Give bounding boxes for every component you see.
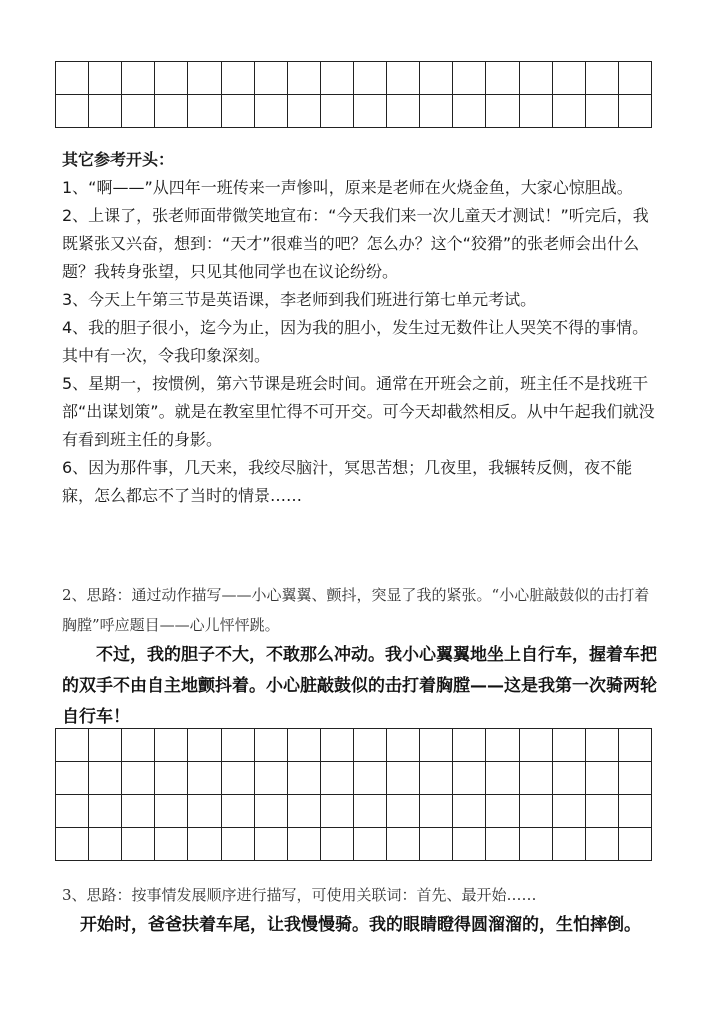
grid-cell — [89, 762, 122, 795]
grid-cell — [287, 95, 320, 128]
grid-cell — [420, 762, 453, 795]
grid-cell — [353, 795, 386, 828]
grid-row — [56, 795, 652, 828]
grid-cell — [56, 762, 89, 795]
grid-cell — [89, 62, 122, 95]
grid-row — [56, 762, 652, 795]
grid-cell — [420, 795, 453, 828]
grid-cell — [155, 762, 188, 795]
grid-cell — [221, 729, 254, 762]
grid-cell — [453, 729, 486, 762]
grid-cell — [353, 828, 386, 861]
grid-cell — [453, 795, 486, 828]
reference-item-2: 2、上课了，张老师面带微笑地宣布：“今天我们来一次儿童天才测试！”听完后，我既紧张又兴奋，想到：“天才”很难当的吧？怎么办？这个“狡猾”的张老师会出什么题？我转身张望，只见其他同学也在议论纷纷。 — [62, 206, 649, 281]
reference-item-3: 3、今天上午第三节是英语课，李老师到我们班进行第七单元考试。 — [62, 290, 537, 309]
grid-cell — [387, 762, 420, 795]
grid-cell — [420, 729, 453, 762]
grid-cell — [254, 795, 287, 828]
reference-openings — [62, 146, 660, 510]
grid-cell — [287, 828, 320, 861]
grid-cell — [585, 95, 618, 128]
grid-cell — [89, 828, 122, 861]
grid-cell — [287, 62, 320, 95]
grid-row — [56, 62, 652, 95]
grid-cell — [519, 729, 552, 762]
grid-cell — [519, 795, 552, 828]
reference-item-4: 4、我的胆子很小，迄今为止，因为我的胆小，发生过无数件让人哭笑不得的事情。其中有一次，令我印象深刻。 — [62, 318, 649, 365]
grid-cell — [122, 729, 155, 762]
grid-cell — [453, 762, 486, 795]
grid-cell — [320, 62, 353, 95]
grid-cell — [585, 795, 618, 828]
grid-cell — [122, 762, 155, 795]
grid-cell — [387, 62, 420, 95]
grid-cell — [320, 795, 353, 828]
grid-cell — [519, 95, 552, 128]
grid-cell — [89, 729, 122, 762]
grid-cell — [155, 828, 188, 861]
grid-cell — [320, 729, 353, 762]
grid-cell — [618, 762, 651, 795]
grid-cell — [552, 795, 585, 828]
grid-cell — [56, 62, 89, 95]
grid-cell — [221, 795, 254, 828]
grid-cell — [486, 828, 519, 861]
grid-cell — [287, 729, 320, 762]
grid-cell — [56, 95, 89, 128]
grid-cell — [287, 762, 320, 795]
grid-cell — [618, 828, 651, 861]
grid-cell — [519, 828, 552, 861]
grid-cell — [585, 762, 618, 795]
grid-cell — [155, 95, 188, 128]
grid-cell — [519, 762, 552, 795]
grid-cell — [89, 795, 122, 828]
grid-cell — [188, 95, 221, 128]
grid-cell — [618, 795, 651, 828]
grid-cell — [387, 95, 420, 128]
grid-cell — [320, 828, 353, 861]
grid-cell — [122, 95, 155, 128]
grid-cell — [552, 95, 585, 128]
reference-item-1: 1、“啊——”从四年一班传来一声惨叫，原来是老师在火烧金鱼，大家心惊胆战。 — [62, 178, 633, 197]
section-3 — [62, 880, 660, 941]
grid-cell — [486, 762, 519, 795]
grid-cell — [618, 95, 651, 128]
grid-cell — [552, 729, 585, 762]
grid-cell — [287, 795, 320, 828]
grid-cell — [420, 95, 453, 128]
grid-cell — [155, 729, 188, 762]
grid-cell — [585, 62, 618, 95]
reference-item-6: 6、因为那件事，几天来，我绞尽脑汁，冥思苦想；几夜里，我辗转反侧，夜不能寐，怎么都忘不了当时的情景…… — [62, 458, 633, 505]
grid-cell — [519, 62, 552, 95]
writing-grid-top — [55, 61, 652, 128]
grid-cell — [56, 795, 89, 828]
grid-cell — [320, 762, 353, 795]
grid-cell — [254, 828, 287, 861]
grid-cell — [585, 729, 618, 762]
grid-cell — [353, 62, 386, 95]
grid-cell — [254, 95, 287, 128]
grid-cell — [387, 795, 420, 828]
grid-cell — [453, 95, 486, 128]
grid-cell — [155, 62, 188, 95]
grid-cell — [618, 729, 651, 762]
section-3-example: 开始时，爸爸扶着车尾，让我慢慢骑。我的眼睛瞪得圆溜溜的，生怕摔倒。 — [80, 915, 641, 935]
grid-cell — [254, 62, 287, 95]
grid-cell — [188, 729, 221, 762]
reference-heading: 其它参考开头： — [62, 150, 175, 169]
grid-cell — [486, 95, 519, 128]
grid-cell — [453, 62, 486, 95]
reference-item-5: 5、星期一，按惯例，第六节课是班会时间。通常在开班会之前，班主任不是找班干部“出谋划策”。就是在教室里忙得不可开交。可今天却截然相反。从中午起我们就没有看到班主任的身影。 — [62, 374, 655, 449]
grid-cell — [353, 729, 386, 762]
grid-cell — [221, 762, 254, 795]
section-3-idea: 3、思路：按事情发展顺序进行描写，可使用关联词：首先、最开始…… — [62, 886, 537, 904]
grid-cell — [552, 762, 585, 795]
grid-cell — [188, 62, 221, 95]
grid-cell — [486, 62, 519, 95]
grid-cell — [420, 62, 453, 95]
grid-cell — [122, 828, 155, 861]
grid-row — [56, 95, 652, 128]
grid-cell — [89, 95, 122, 128]
grid-row — [56, 828, 652, 861]
grid-cell — [387, 828, 420, 861]
grid-cell — [188, 762, 221, 795]
grid-cell — [155, 795, 188, 828]
grid-cell — [221, 828, 254, 861]
grid-cell — [188, 828, 221, 861]
grid-cell — [56, 729, 89, 762]
section-2-example: 不过，我的胆子不大，不敢那么冲动。我小心翼翼地坐上自行车，握着车把的双手不由自主地颤抖着。小心脏敲鼓似的击打着胸膛——这是我第一次骑两轮自行车！ — [62, 645, 657, 727]
grid-cell — [453, 828, 486, 861]
grid-cell — [420, 828, 453, 861]
grid-cell — [486, 729, 519, 762]
section-2 — [62, 580, 660, 733]
grid-cell — [56, 828, 89, 861]
grid-cell — [221, 62, 254, 95]
writing-grid-middle — [55, 728, 652, 861]
grid-cell — [254, 729, 287, 762]
grid-cell — [552, 62, 585, 95]
grid-cell — [254, 762, 287, 795]
grid-cell — [486, 795, 519, 828]
grid-cell — [585, 828, 618, 861]
grid-row — [56, 729, 652, 762]
section-2-idea: 2、思路：通过动作描写——小心翼翼、颤抖，突显了我的紧张。“小心脏敲鼓似的击打着胸膛”呼应题目——心儿怦怦跳。 — [62, 586, 650, 634]
grid-cell — [320, 95, 353, 128]
grid-cell — [122, 62, 155, 95]
grid-cell — [353, 95, 386, 128]
grid-cell — [353, 762, 386, 795]
grid-cell — [188, 795, 221, 828]
grid-cell — [618, 62, 651, 95]
grid-cell — [122, 795, 155, 828]
grid-cell — [387, 729, 420, 762]
grid-cell — [552, 828, 585, 861]
grid-cell — [221, 95, 254, 128]
